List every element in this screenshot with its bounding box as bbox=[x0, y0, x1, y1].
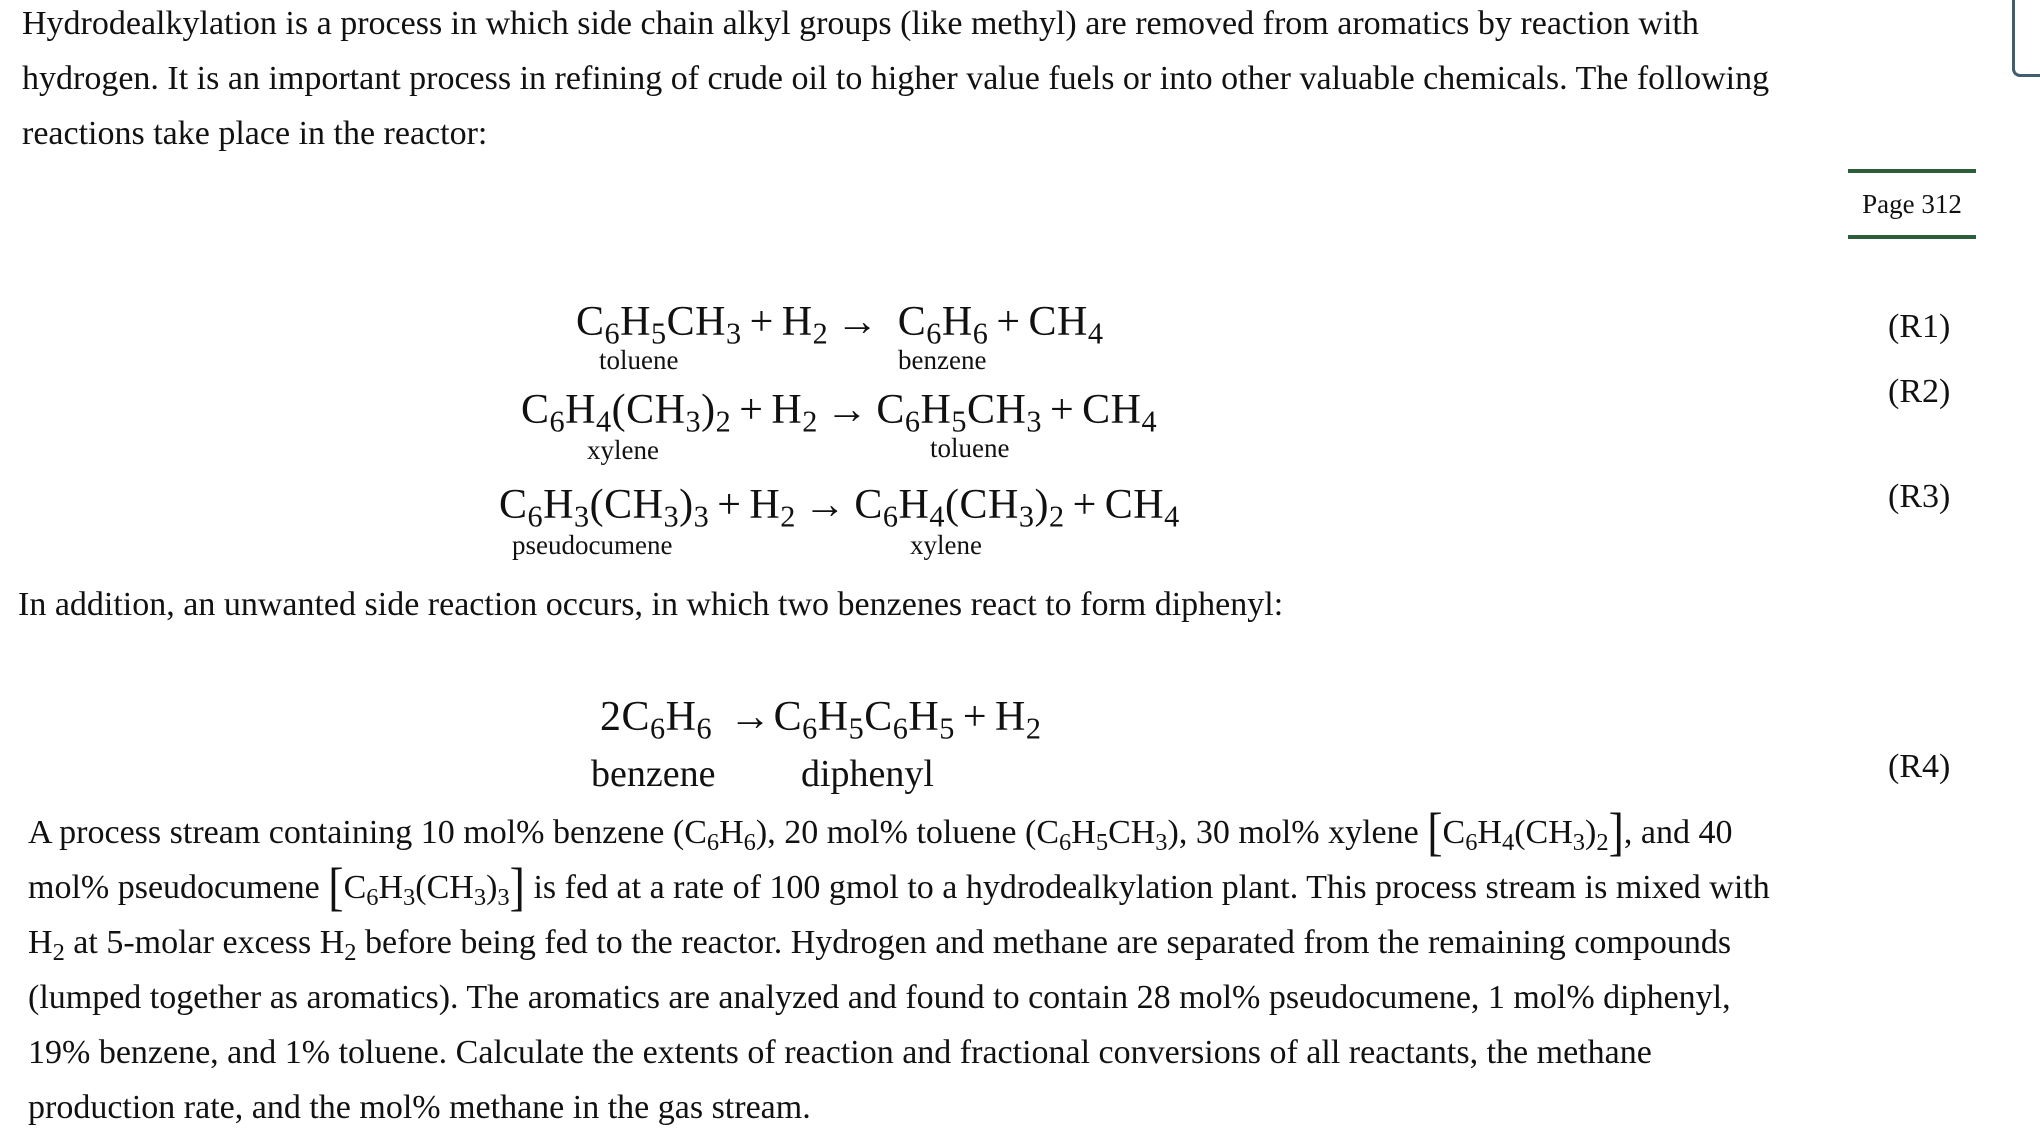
problem-line-5: 19% benzene, and 1% toluene. Calculate the extents of reaction and fractional conversions of all reactants, the methane bbox=[28, 1034, 1652, 1071]
reaction-r3-reactant-label: pseudocumene bbox=[512, 530, 673, 560]
reaction-r4-product-label: diphenyl bbox=[801, 753, 934, 795]
problem-line-2: mol% pseudocumene $[C_6H_3(CH_3)_3]$ is fed at a rate of 100 gmol to a hydrodealkylation plant. This process stream is mixed with bbox=[28, 856, 1770, 916]
problem-line-4: (lumped together as aromatics). The aromatics are analyzed and found to contain 28 mol% pseudocumene, 1 mol% diphenyl, bbox=[28, 979, 1731, 1016]
reaction-equation-r1: $C_6H_5CH_3 + H_2 \to C_6H_6 + CH_4$ bbox=[576, 299, 1104, 351]
intro-line-2: hydrogen. It is an important process in refining of crude oil to higher value fuels or into other valuable chemicals. The following bbox=[22, 60, 1770, 97]
side-panel-edge[interactable] bbox=[2012, 0, 2040, 77]
reaction-equation-r2: $C_6H_4(CH_3)_2 + H_2 \to C_6H_5CH_3 + CH_4$ bbox=[521, 387, 1158, 439]
reaction-r1-reactant-label: toluene bbox=[599, 345, 679, 375]
page-number-label: Page 312 bbox=[1862, 188, 1962, 219]
reaction-equation-r4: $2C_6H_6 \to C_6H_5C_6H_5 + H_2$ bbox=[600, 694, 1042, 746]
reaction-r2-product-label: toluene bbox=[930, 433, 1010, 463]
reaction-number-r2: (R2) bbox=[1888, 373, 1951, 410]
page-marker bbox=[1848, 169, 1976, 239]
reaction-number-r4: (R4) bbox=[1888, 748, 1951, 785]
problem-line-6: production rate, and the mol% methane in the gas stream. bbox=[28, 1089, 811, 1126]
problem-line-3: $H_2$ at 5-molar excess $H_2$ before being fed to the reactor. Hydrogen and methane are separated from the remaining compounds bbox=[28, 924, 1732, 966]
reaction-r4-reactant-label: benzene bbox=[591, 753, 716, 795]
reaction-equation-r3: $C_6H_3(CH_3)_3 + H_2 \to C_6H_4(CH_3)_2 + CH_4$ bbox=[499, 482, 1180, 534]
problem-line-1: A process stream containing 10 mol% benzene $(C_6H_6)$, 20 mol% toluene $(C_6H_5CH_3)$, 30 mol% xylene $[C_6H_4(CH_3)_2]$, and 40 bbox=[28, 801, 1733, 861]
intro-line-3: reactions take place in the reactor: bbox=[22, 115, 488, 152]
side-reaction-intro: In addition, an unwanted side reaction occurs, in which two benzenes react to form diphenyl: bbox=[18, 586, 1284, 623]
reaction-r3-product-label: xylene bbox=[910, 530, 982, 560]
reaction-r2-reactant-label: xylene bbox=[587, 435, 659, 465]
reaction-number-r3: (R3) bbox=[1888, 478, 1951, 515]
reaction-number-r1: (R1) bbox=[1888, 308, 1951, 345]
reaction-r1-product-label: benzene bbox=[898, 345, 987, 375]
intro-line-1: Hydrodealkylation is a process in which side chain alkyl groups (like methyl) are removed from aromatics by reaction with bbox=[22, 5, 1699, 42]
